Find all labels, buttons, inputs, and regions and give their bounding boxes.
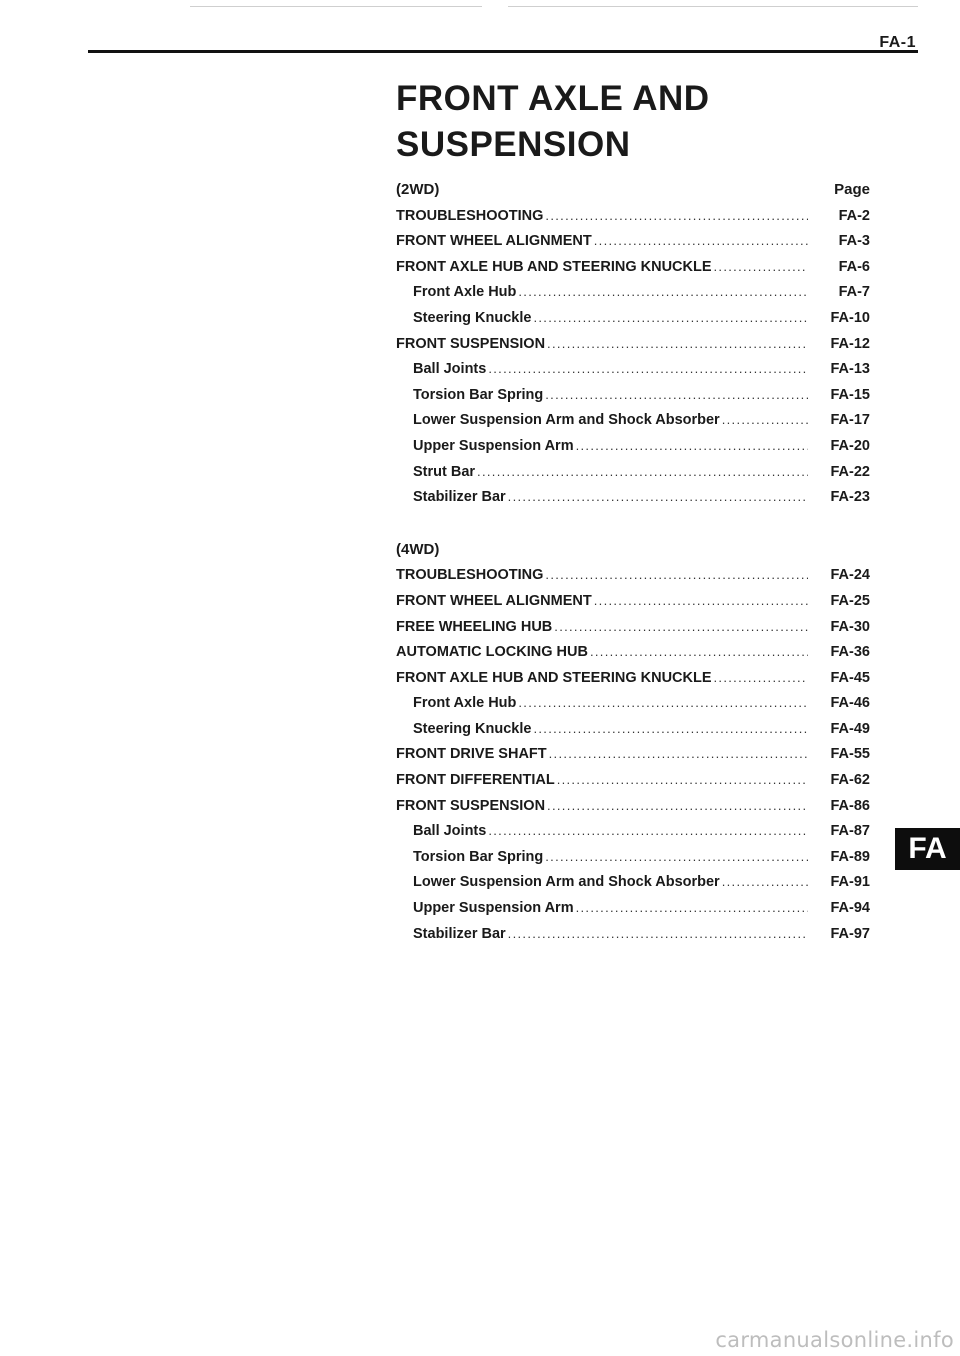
toc-subentry[interactable] — [396, 433, 870, 459]
chapter-title-line2: SUSPENSION — [396, 125, 631, 164]
toc-entry-label: Stabilizer Bar — [413, 925, 506, 942]
watermark: carmanualsonline.info — [715, 1328, 954, 1352]
dot-leader — [714, 254, 808, 280]
dot-leader — [547, 793, 808, 819]
dot-leader — [488, 818, 808, 844]
toc-subentry[interactable] — [396, 484, 870, 510]
chapter-title — [396, 76, 710, 168]
toc-subentry[interactable] — [396, 305, 870, 331]
section-2wd-heading — [396, 177, 870, 203]
toc-entry[interactable] — [396, 614, 870, 640]
toc-entry-label: Ball Joints — [413, 361, 487, 378]
toc-entry[interactable] — [396, 665, 870, 691]
dot-leader — [547, 331, 808, 357]
toc-entry-label: FRONT SUSPENSION — [396, 797, 546, 814]
dot-leader — [508, 921, 808, 947]
toc-entry-page: FA-24 — [830, 567, 870, 584]
toc-entry-page: FA-12 — [830, 335, 870, 352]
toc-entry-page: FA-15 — [830, 386, 870, 403]
dot-leader — [545, 844, 808, 870]
toc-entry-page: FA-6 — [838, 258, 870, 275]
dot-leader — [508, 484, 808, 510]
toc-entry-label: FRONT DIFFERENTIAL — [396, 772, 555, 789]
toc-entry-page: FA-2 — [838, 207, 870, 224]
dot-leader — [545, 382, 808, 408]
toc-entry[interactable] — [396, 331, 870, 357]
top-edge-line — [190, 6, 482, 7]
dot-leader — [590, 639, 808, 665]
section-4wd-label: (4WD) — [396, 540, 440, 558]
toc-subentry[interactable] — [396, 716, 870, 742]
toc-entry-label: Lower Suspension Arm and Shock Absorber — [413, 412, 720, 429]
toc-entry[interactable] — [396, 767, 870, 793]
toc-entry-page: FA-87 — [830, 823, 870, 840]
toc-entry-page: FA-94 — [830, 900, 870, 917]
toc-entry-label: TROUBLESHOOTING — [396, 567, 544, 584]
dot-leader — [518, 690, 808, 716]
section-4wd-heading — [396, 537, 870, 563]
section-spacer — [396, 510, 870, 537]
toc-entry[interactable] — [396, 639, 870, 665]
toc-entry-label: Upper Suspension Arm — [413, 900, 574, 917]
top-edge-line — [508, 6, 918, 7]
header-rule — [88, 50, 918, 53]
toc-entry-page: FA-7 — [838, 284, 870, 301]
chapter-title-line1: FRONT AXLE AND — [396, 79, 710, 118]
toc-entry-page: FA-36 — [830, 644, 870, 661]
toc-subentry[interactable] — [396, 382, 870, 408]
dot-leader — [518, 279, 808, 305]
dot-leader — [533, 716, 808, 742]
toc-entry-page: FA-91 — [830, 874, 870, 891]
toc-subentry[interactable] — [396, 356, 870, 382]
toc-subentry[interactable] — [396, 459, 870, 485]
toc-entry-page: FA-97 — [830, 925, 870, 942]
toc-entry-label: Strut Bar — [413, 463, 476, 480]
toc-subentry[interactable] — [396, 279, 870, 305]
toc-entry-page: FA-46 — [830, 695, 870, 712]
toc-entry-label: FRONT WHEEL ALIGNMENT — [396, 592, 592, 609]
toc-subentry[interactable] — [396, 921, 870, 947]
toc-entry-page: FA-86 — [830, 797, 870, 814]
dot-leader — [488, 356, 808, 382]
toc-entry-page: FA-20 — [830, 437, 870, 454]
toc-entry-page: FA-30 — [830, 618, 870, 635]
dot-leader — [576, 433, 808, 459]
toc-entry-label: Torsion Bar Spring — [413, 386, 544, 403]
toc-entry-label: AUTOMATIC LOCKING HUB — [396, 644, 588, 661]
toc-entry[interactable] — [396, 203, 870, 229]
toc-subentry[interactable] — [396, 407, 870, 433]
toc-entry-page: FA-3 — [838, 233, 870, 250]
toc-entry-page: FA-55 — [830, 746, 870, 763]
toc-entry-page: FA-25 — [830, 592, 870, 609]
toc-entry-page: FA-22 — [830, 463, 870, 480]
dot-leader — [549, 741, 808, 767]
page-number: FA-1 — [879, 34, 916, 51]
toc-entry-page: FA-13 — [830, 361, 870, 378]
toc-entry-label: Front Axle Hub — [413, 284, 517, 301]
dot-leader — [554, 614, 808, 640]
dot-leader — [533, 305, 808, 331]
toc-subentry[interactable] — [396, 818, 870, 844]
toc-entry-label: Stabilizer Bar — [413, 489, 506, 506]
dot-leader — [594, 228, 808, 254]
toc-entry-label: Front Axle Hub — [413, 695, 517, 712]
toc-subentry[interactable] — [396, 869, 870, 895]
toc-entry-label: TROUBLESHOOTING — [396, 207, 544, 224]
toc-entry[interactable] — [396, 588, 870, 614]
toc-entry-label: FRONT WHEEL ALIGNMENT — [396, 233, 592, 250]
toc-entry[interactable] — [396, 254, 870, 280]
dot-leader — [545, 203, 808, 229]
dot-leader — [722, 407, 808, 433]
dot-leader — [477, 459, 808, 485]
toc-subentry[interactable] — [396, 895, 870, 921]
page-column-heading: Page — [834, 181, 870, 198]
toc-entry[interactable] — [396, 228, 870, 254]
toc-entry-label: FREE WHEELING HUB — [396, 618, 553, 635]
section-tab-fa: FA — [895, 828, 960, 870]
toc-entry-label: FRONT AXLE HUB AND STEERING KNUCKLE — [396, 258, 712, 275]
dot-leader — [594, 588, 808, 614]
table-of-contents — [396, 177, 870, 946]
toc-entry-page: FA-62 — [830, 772, 870, 789]
dot-leader — [714, 665, 808, 691]
toc-entry-page: FA-49 — [830, 720, 870, 737]
toc-entry-label: Steering Knuckle — [413, 309, 532, 326]
toc-entry-page: FA-10 — [830, 309, 870, 326]
dot-leader — [557, 767, 808, 793]
dot-leader — [576, 895, 808, 921]
toc-entry[interactable] — [396, 562, 870, 588]
dot-leader — [722, 869, 808, 895]
toc-subentry[interactable] — [396, 844, 870, 870]
toc-entry-label: FRONT DRIVE SHAFT — [396, 746, 547, 763]
toc-entry-label: FRONT AXLE HUB AND STEERING KNUCKLE — [396, 669, 712, 686]
toc-entry-label: Torsion Bar Spring — [413, 848, 544, 865]
dot-leader — [545, 562, 808, 588]
toc-entry-label: FRONT SUSPENSION — [396, 335, 546, 352]
toc-subentry[interactable] — [396, 690, 870, 716]
toc-entry[interactable] — [396, 741, 870, 767]
toc-entry[interactable] — [396, 793, 870, 819]
section-2wd-label: (2WD) — [396, 181, 440, 198]
toc-entry-page: FA-17 — [830, 412, 870, 429]
toc-entry-page: FA-23 — [830, 489, 870, 506]
toc-entry-label: Upper Suspension Arm — [413, 437, 574, 454]
toc-entry-label: Ball Joints — [413, 823, 487, 840]
toc-entry-label: Steering Knuckle — [413, 720, 532, 737]
toc-entry-label: Lower Suspension Arm and Shock Absorber — [413, 874, 720, 891]
toc-entry-page: FA-45 — [830, 669, 870, 686]
toc-entry-page: FA-89 — [830, 848, 870, 865]
